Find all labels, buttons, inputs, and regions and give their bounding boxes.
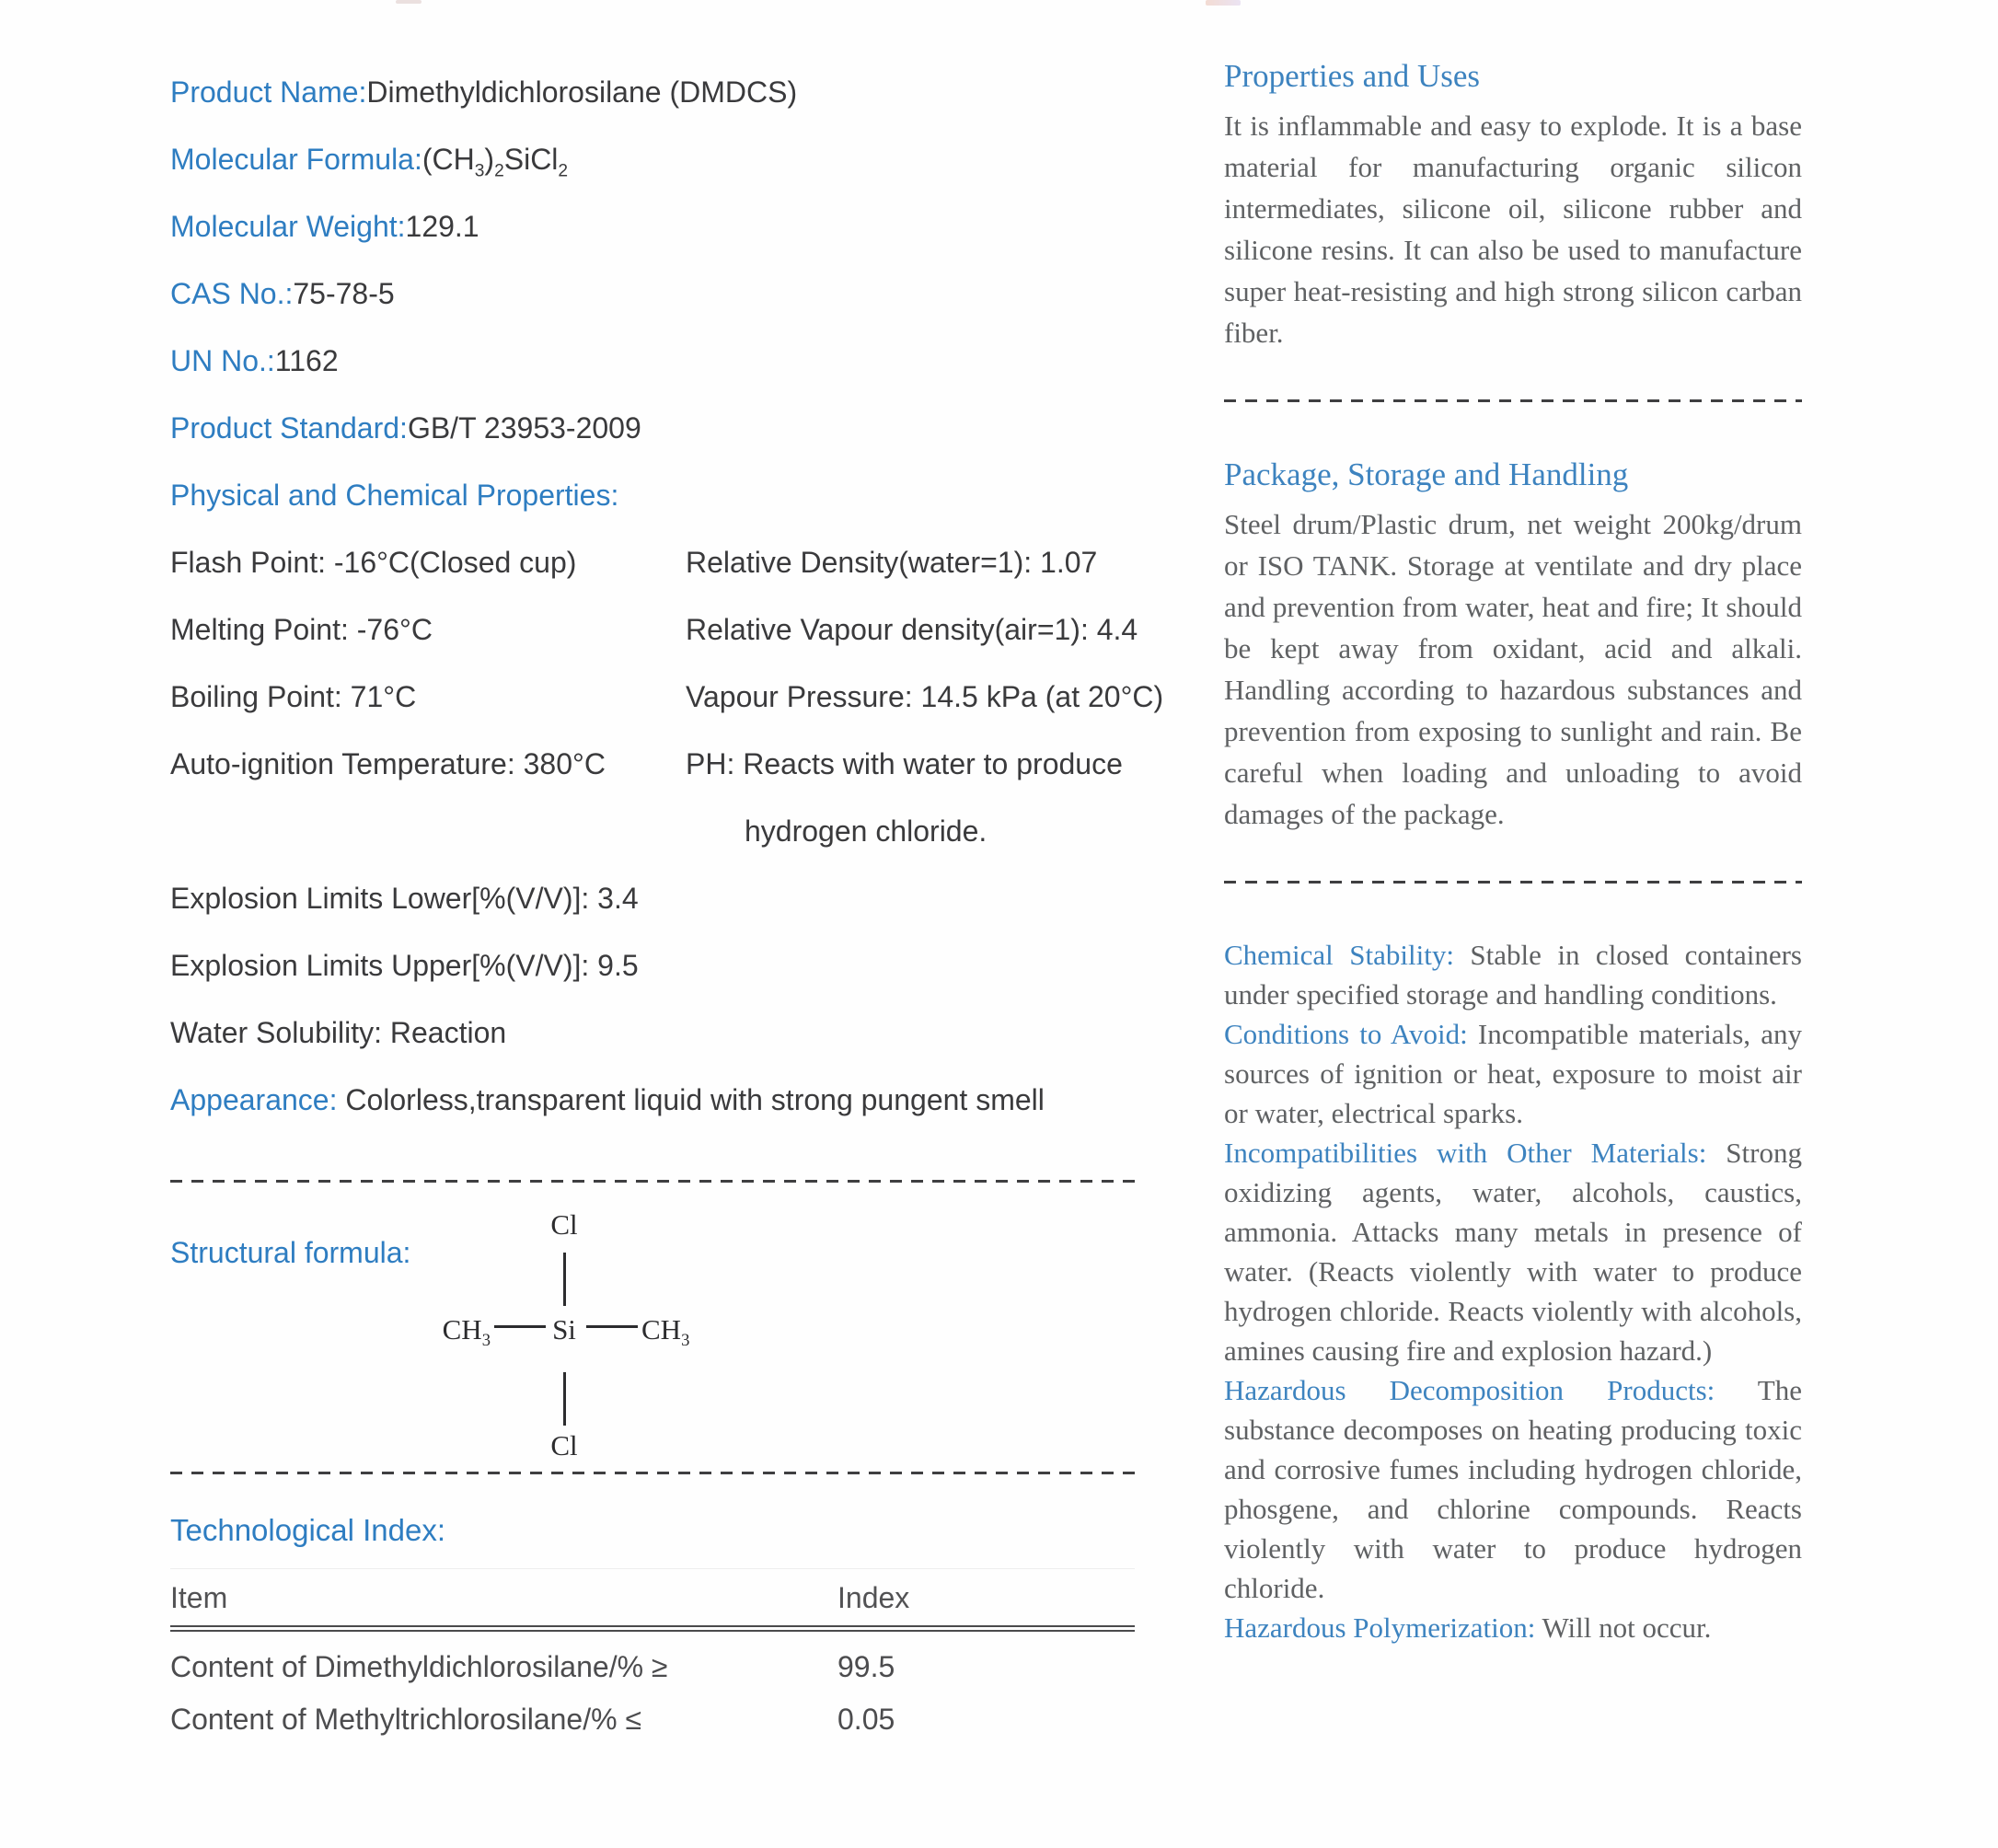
product-standard-label: Product Standard: bbox=[170, 411, 408, 445]
stability-section bbox=[1224, 935, 1802, 1647]
bond-vertical-top bbox=[563, 1253, 566, 1306]
hazardous-polymerization-item: Hazardous Polymerization: Will not occur. bbox=[1224, 1611, 1712, 1644]
bond-horizontal-right bbox=[586, 1325, 638, 1328]
un-no-label: UN No.: bbox=[170, 344, 275, 377]
product-datasheet-right-column bbox=[1224, 55, 1802, 1647]
un-no-row bbox=[170, 328, 1135, 395]
product-name-label: Product Name: bbox=[170, 75, 367, 109]
dashed-divider bbox=[1224, 881, 1802, 884]
boiling-point: Boiling Point: 71°C bbox=[170, 680, 417, 713]
structural-formula-label: Structural formula: bbox=[170, 1236, 411, 1269]
technological-index-table bbox=[170, 1568, 1135, 1746]
cas-no-row bbox=[170, 260, 1135, 328]
package-storage-handling-title: Package, Storage and Handling bbox=[1224, 456, 1629, 492]
dashed-divider bbox=[170, 1472, 1135, 1474]
technological-index-header: Technological Index: bbox=[170, 1513, 446, 1547]
chemical-stability-label: Chemical Stability: bbox=[1224, 939, 1454, 971]
product-datasheet-left-column bbox=[170, 59, 1164, 1746]
product-name-row bbox=[170, 59, 1135, 126]
ph-line-2: hydrogen chloride. bbox=[745, 814, 987, 848]
top-edge-artifact bbox=[396, 0, 422, 4]
top-edge-artifact bbox=[1206, 0, 1241, 6]
product-standard-row bbox=[170, 395, 1135, 462]
molecular-weight-value: 129.1 bbox=[405, 210, 479, 243]
incompatibilities-item: Incompatibilities with Other Materials: Strong oxidizing agents, water, alcohols, caustics, ammonia. Attacks many metals in presence of water. (Reacts violently with water to produce hydrogen chloride. Reacts violently with alcohols, amines causing fire and explosion hazard.) bbox=[1224, 1137, 1802, 1367]
molecular-weight-row bbox=[170, 193, 1135, 260]
dashed-divider bbox=[170, 1180, 1135, 1183]
molecular-weight-label: Molecular Weight: bbox=[170, 210, 406, 243]
relative-vapour-density: Relative Vapour density(air=1): 4.4 bbox=[686, 613, 1138, 646]
bond-vertical-bottom bbox=[563, 1372, 566, 1426]
hazardous-decomposition-label: Hazardous Decomposition Products: bbox=[1224, 1374, 1715, 1406]
un-no-value: 1162 bbox=[274, 344, 339, 377]
cas-no-value: 75-78-5 bbox=[293, 277, 395, 310]
cas-no-label: CAS No.: bbox=[170, 277, 294, 310]
table-header-row bbox=[170, 1568, 1135, 1625]
table-header-item: Item bbox=[170, 1581, 228, 1614]
conditions-to-avoid-label: Conditions to Avoid: bbox=[1224, 1018, 1468, 1050]
appearance-label: Appearance: bbox=[170, 1083, 338, 1116]
chlorine-atom-bottom: Cl bbox=[550, 1429, 578, 1461]
appearance-value: Colorless,transparent liquid with strong pungent smell bbox=[337, 1083, 1045, 1116]
conditions-to-avoid-item: Conditions to Avoid: Incompatible materials, any sources of ignition or heat, exposure to moist air or water, electrical sparks. bbox=[1224, 1018, 1802, 1129]
package-storage-handling-body: Steel drum/Plastic drum, net weight 200kg/drum or ISO TANK. Storage at ventilate and dry place and prevention from water, heat and fire; It should be kept away from oxidant, acid and alkali. Handling according to hazardous substances and prevention from exposing to sunlight and rain. Be careful when loading and unloading to avoid damages of the package. bbox=[1224, 508, 1802, 830]
chemical-stability-item: Chemical Stability: Stable in closed containers under specified storage and handling conditions. bbox=[1224, 939, 1802, 1011]
empty-cell bbox=[170, 798, 686, 865]
molecular-formula-label: Molecular Formula: bbox=[170, 143, 422, 176]
relative-density: Relative Density(water=1): 1.07 bbox=[686, 546, 1098, 579]
dashed-divider bbox=[1224, 399, 1802, 402]
table-header-index: Index bbox=[837, 1581, 910, 1614]
molecular-formula-row bbox=[170, 126, 1135, 193]
product-standard-value: GB/T 23953-2009 bbox=[407, 411, 641, 445]
table-cell-index: 99.5 bbox=[837, 1650, 895, 1683]
silicon-atom: Si bbox=[552, 1313, 576, 1346]
hazardous-decomposition-item: Hazardous Decomposition Products: The substance decomposes on heating producing toxic and corrosive fumes including hydrogen chloride, phosgene, and chlorine compounds. Reacts violently with water to produce hydrogen chloride. bbox=[1224, 1374, 1802, 1604]
structural-formula-diagram bbox=[170, 1194, 1135, 1470]
methyl-group-left: $CH_3$ bbox=[442, 1313, 491, 1351]
table-cell-item: Content of Dimethyldichlorosilane/% ≥ bbox=[170, 1650, 668, 1683]
vapour-pressure: Vapour Pressure: 14.5 kPa (at 20°C) bbox=[686, 680, 1164, 713]
appearance-row bbox=[170, 1067, 1135, 1134]
table-cell-index: 0.05 bbox=[837, 1703, 895, 1736]
explosion-limits-lower: Explosion Limits Lower[%(V/V)]: 3.4 bbox=[170, 882, 639, 915]
physical-properties-grid bbox=[170, 529, 1164, 865]
properties-and-uses-title: Properties and Uses bbox=[1224, 58, 1481, 94]
flash-point: Flash Point: -16°C(Closed cup) bbox=[170, 546, 577, 579]
molecular-formula-value: $(CH_3)_2SiCl_2$ bbox=[422, 143, 569, 181]
product-name-value: Dimethyldichlorosilane (DMDCS) bbox=[366, 75, 798, 109]
auto-ignition-temperature: Auto-ignition Temperature: 380°C bbox=[170, 747, 606, 780]
table-row bbox=[170, 1641, 1135, 1693]
water-solubility: Water Solubility: Reaction bbox=[170, 1016, 507, 1049]
incompatibilities-label: Incompatibilities with Other Materials: bbox=[1224, 1137, 1707, 1169]
methyl-group-right: $CH_3$ bbox=[641, 1313, 690, 1351]
ph-line-1: PH: Reacts with water to produce bbox=[686, 747, 1123, 780]
properties-and-uses-body: It is inflammable and easy to explode. It is a base material for manufacturing organic silicon intermediates, silicone oil, silicone rubber and silicone resins. It can also be used to manufacture super heat-resisting and high strong silicon carban fiber. bbox=[1224, 110, 1802, 349]
table-row bbox=[170, 1693, 1135, 1746]
table-cell-item: Content of Methyltrichlorosilane/% ≤ bbox=[170, 1703, 642, 1736]
explosion-limits-upper: Explosion Limits Upper[%(V/V)]: 9.5 bbox=[170, 949, 639, 982]
physical-chemical-properties-header: Physical and Chemical Properties: bbox=[170, 479, 619, 512]
melting-point: Melting Point: -76°C bbox=[170, 613, 433, 646]
table-header-divider bbox=[170, 1625, 1135, 1632]
hazardous-polymerization-label: Hazardous Polymerization: bbox=[1224, 1611, 1536, 1644]
chlorine-atom-top: Cl bbox=[550, 1208, 578, 1241]
